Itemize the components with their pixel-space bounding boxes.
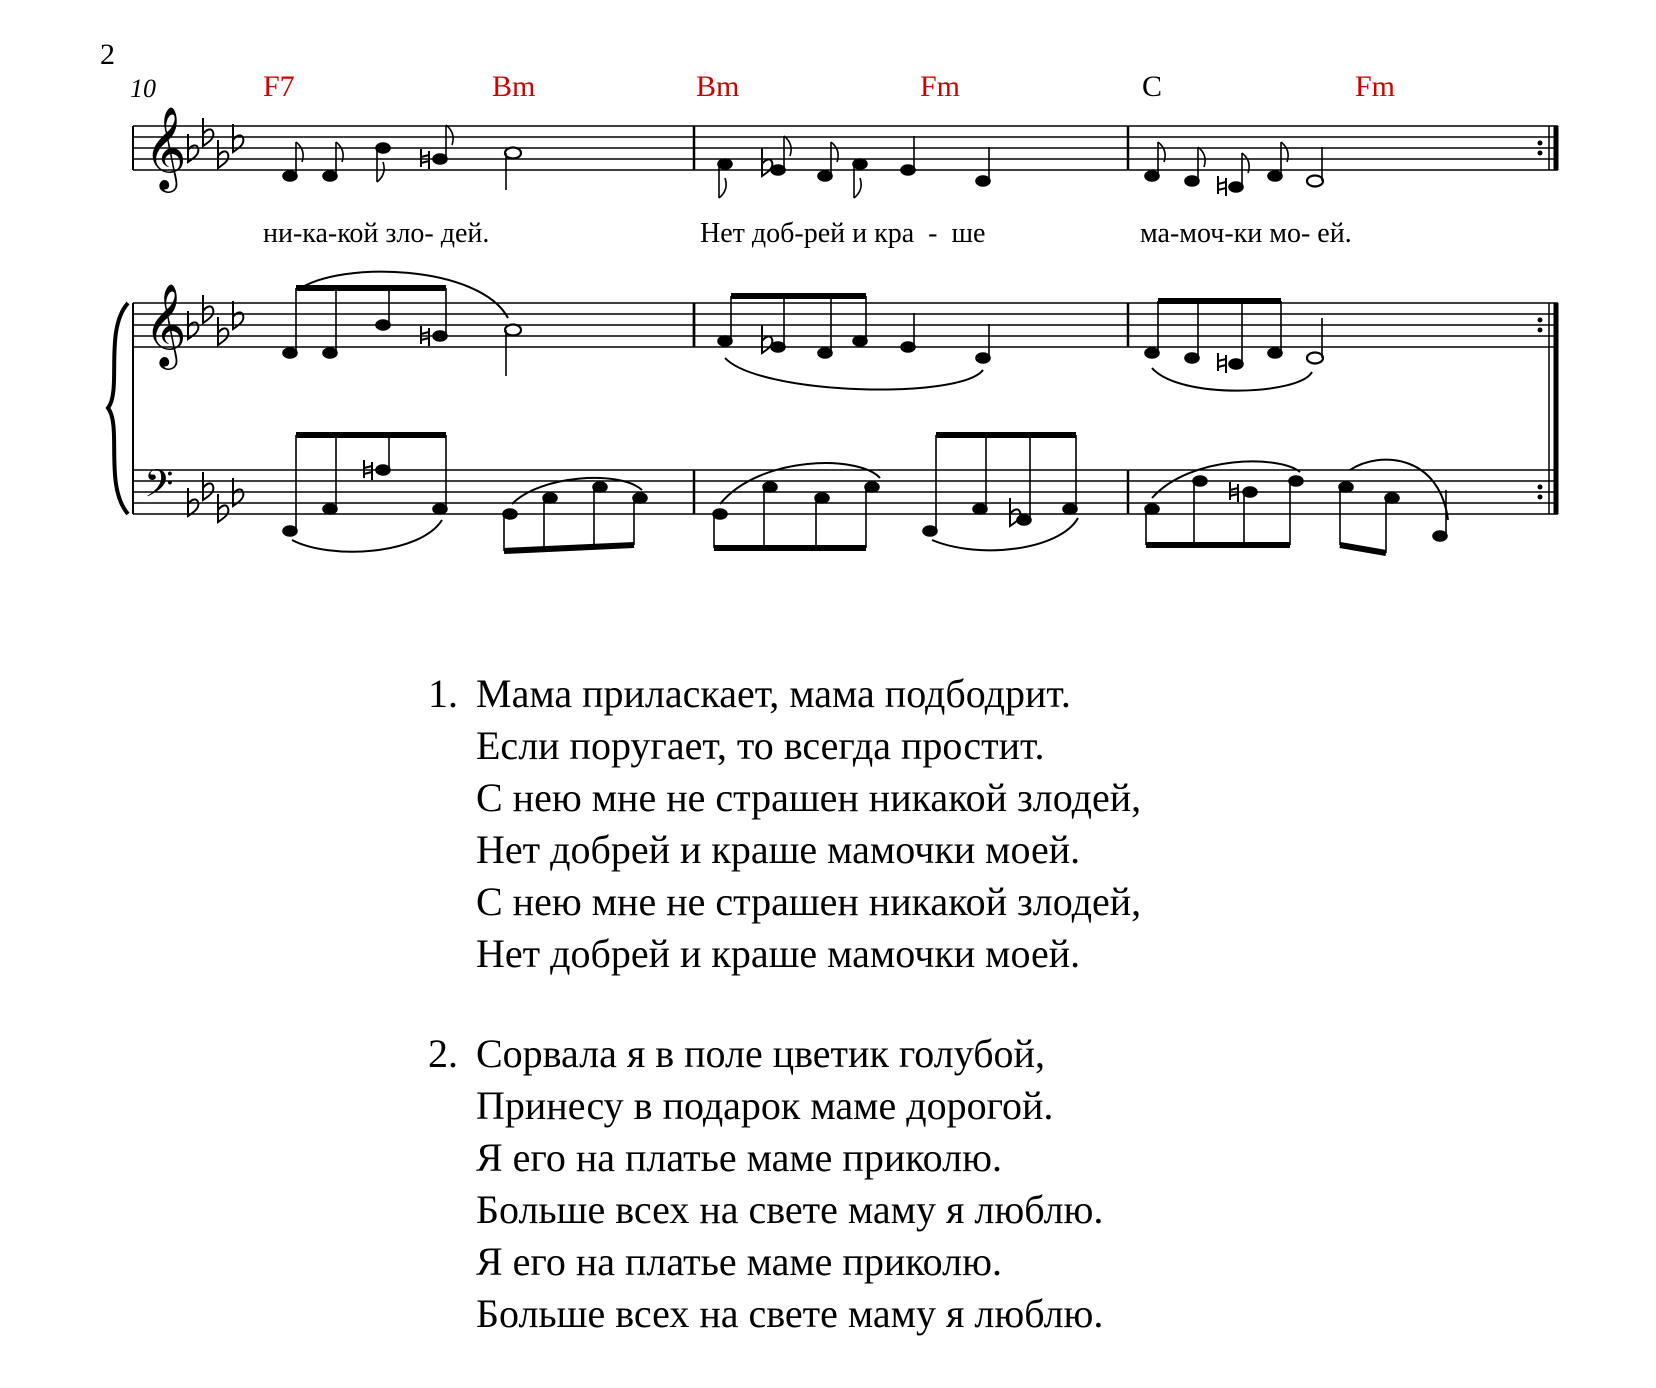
vocal-notes (283, 125, 1323, 198)
verse-2 (428, 1028, 1608, 1340)
grand-staff-brace (108, 303, 128, 514)
verse-number: 1. (428, 671, 458, 716)
piano-treble-staff (133, 303, 1558, 347)
verse-line: Мама приласкает, мама подбодрит. (476, 671, 1071, 716)
chord-symbol: Fm (920, 70, 961, 103)
chord-symbol: C (1142, 70, 1163, 103)
lyric-line: ма-моч-ки мо- ей. (1140, 218, 1352, 249)
verse-line: Нет добрей и краше мамочки моей. (476, 931, 1081, 976)
treble-clef: 𝄞 (144, 282, 187, 366)
verse-line: Принесу в подарок маме дорогой. (476, 1083, 1054, 1128)
verse-line: Если поругает, то всегда простит. (476, 723, 1045, 768)
chord-symbol: Bm (696, 70, 740, 103)
verse-number: 2. (428, 1031, 458, 1076)
treble-clef: 𝄞 (144, 105, 187, 189)
bass-clef: 𝄢 (144, 461, 174, 515)
verse-line: Больше всех на свете маму я люблю. (476, 1187, 1104, 1232)
verse-line: Нет добрей и краше мамочки моей. (476, 827, 1081, 872)
chord-symbol: Bm (492, 70, 536, 103)
chord-symbol: Fm (1355, 70, 1396, 103)
verse-line: С нею мне не страшен никакой злодей, (476, 775, 1142, 820)
verse-line: Я его на платье маме приколю. (476, 1135, 1002, 1180)
piano-bass-notes (283, 435, 1448, 553)
lyric-line: ни-ка-кой зло- дей. (263, 218, 490, 249)
measure-number: 10 (130, 74, 156, 103)
verse-line: С нею мне не страшен никакой злодей, (476, 879, 1142, 924)
verse-line: Больше всех на свете маму я люблю. (476, 1291, 1104, 1336)
verses-block (428, 668, 1608, 1388)
chord-symbol: F7 (263, 70, 295, 103)
piano-treble-notes (283, 272, 1323, 391)
verse-line: Я его на платье маме приколю. (476, 1239, 1002, 1284)
repeat-dots (1538, 318, 1543, 500)
verse-1 (428, 668, 1608, 980)
music-score (0, 0, 1656, 600)
verse-line: Сорвала я в поле цветик голубой, (476, 1031, 1045, 1076)
page-number: 2 (100, 38, 115, 71)
lyric-line: Нет доб-рей и кра - ше (700, 218, 986, 249)
vocal-staff (133, 126, 1558, 170)
